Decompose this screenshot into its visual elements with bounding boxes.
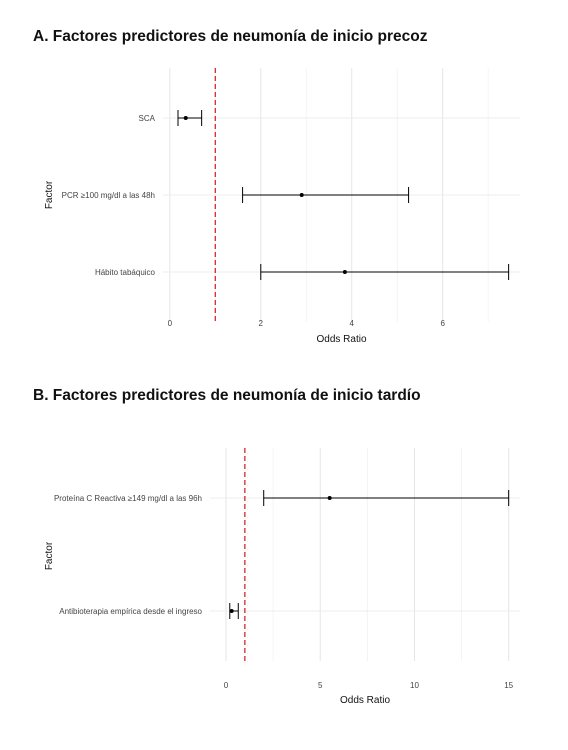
odds-ratio-point [230,609,234,613]
x-tick-label: 5 [318,681,323,690]
x-tick-label: 0 [223,681,229,690]
panel-b-title: B. Factores predictores de neumonía de inicio tardío [33,387,421,404]
odds-ratio-point [343,270,347,274]
x-tick-label: 10 [410,681,419,690]
y-axis-title: Factor [44,180,55,210]
odds-ratio-point [300,193,304,197]
panel-b [44,448,520,706]
x-tick-label: 6 [440,319,445,328]
forest-row [54,490,509,506]
row-label: Antibioterapia empírica desde el ingreso [59,607,202,616]
row-label: Proteína C Reactiva ≥149 mg/dl a las 96h [53,494,202,503]
odds-ratio-point [328,496,332,500]
panel-a-title: A. Factores predictores de neumonía de inicio precoz [33,28,428,45]
panel-a [44,68,520,345]
row-label: SCA [138,114,155,123]
x-tick-label: 2 [258,319,264,328]
y-axis-title: Factor [44,541,55,571]
x-tick-label: 0 [167,319,173,328]
row-label: PCR ≥100 mg/dl a las 48h [61,191,155,200]
row-label: Hábito tabáquico [94,268,155,277]
forest-row [95,264,509,280]
x-axis-title: Odds Ratio [316,334,367,345]
x-tick-label: 15 [504,681,514,690]
odds-ratio-point [184,116,188,120]
x-axis-title: Odds Ratio [339,695,391,706]
x-tick-label: 4 [349,319,354,328]
